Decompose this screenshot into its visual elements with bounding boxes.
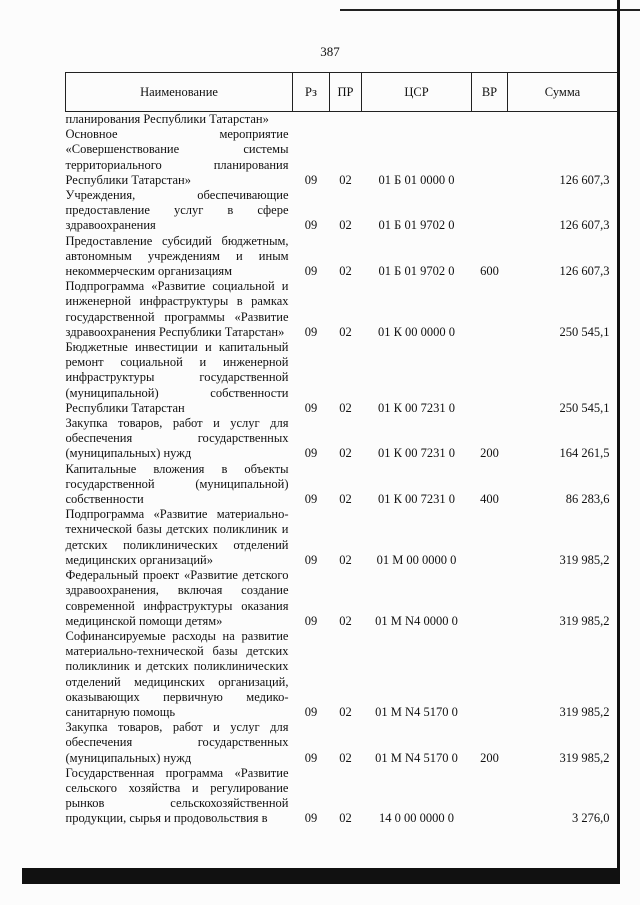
cell-pr: 02 xyxy=(339,750,352,765)
cell-vr: 600 xyxy=(480,264,499,279)
cell-pr: 02 xyxy=(339,264,352,279)
cell-sum: 164 261,5 xyxy=(559,446,610,461)
cell-vr xyxy=(472,629,508,720)
budget-table xyxy=(65,72,618,827)
table-row xyxy=(66,462,618,508)
page-number: 387 xyxy=(320,44,340,59)
cell-pr: 02 xyxy=(339,172,352,187)
cell-name: Подпрограмма «Развитие материально-технической базы детских поликлиник и детских поликлинических отделений медицинских организаций» xyxy=(65,507,289,567)
cell-rz: 09 xyxy=(304,704,318,719)
cell-sum: 319 985,2 xyxy=(559,552,610,567)
cell-csr: 01 К 00 7231 0 xyxy=(377,492,456,507)
cell-name: Государственная программа «Развитие сельского хозяйства и регулирование рынков сельскохозяйственной продукции, сырья и продовольствия в xyxy=(65,765,289,826)
table-row xyxy=(66,279,618,340)
table-row xyxy=(66,340,618,416)
cell-csr: 01 М 00 0000 0 xyxy=(376,552,457,567)
cell-vr: 200 xyxy=(480,750,499,765)
table-row xyxy=(66,127,618,188)
cell-csr: 01 М N4 0000 0 xyxy=(375,613,458,628)
cell-vr xyxy=(472,112,508,128)
cell-name: планирования Республики Татарстан» xyxy=(65,112,269,126)
cell-sum xyxy=(508,112,618,128)
cell-rz xyxy=(293,112,330,128)
column-header-name: Наименование xyxy=(66,73,293,112)
cell-vr xyxy=(472,340,508,416)
table-row xyxy=(66,188,618,234)
cell-vr xyxy=(472,188,508,234)
cell-sum: 126 607,3 xyxy=(559,264,610,279)
cell-rz: 09 xyxy=(304,400,318,415)
cell-rz: 09 xyxy=(304,218,318,233)
cell-sum: 250 545,1 xyxy=(559,400,610,415)
cell-sum: 319 985,2 xyxy=(559,704,610,719)
scan-bottom-edge xyxy=(22,868,620,884)
cell-name: Учреждения, обеспечивающие предоставление услуг в сфере здравоохранения xyxy=(65,188,289,233)
cell-name: Софинансируемые расходы на развитие материально-технической базы детских поликлиник и детских поликлинических отделений медицинских организаций, оказывающих первичную медико-санитарную помощь xyxy=(65,628,289,719)
cell-pr xyxy=(330,112,362,128)
table-row xyxy=(66,568,618,629)
cell-vr xyxy=(472,127,508,188)
table-row xyxy=(66,416,618,462)
cell-name: Капитальные вложения в объекты государственной (муниципальной) собственности xyxy=(65,461,289,507)
cell-sum: 319 985,2 xyxy=(559,613,610,628)
table-row xyxy=(66,720,618,766)
cell-pr: 02 xyxy=(339,552,352,567)
cell-name: Федеральный проект «Развитие детского здравоохранения, включая создание современной инфраструктуры оказания медицинской помощи детям» xyxy=(65,568,289,628)
cell-rz: 09 xyxy=(304,324,318,339)
table-row xyxy=(66,112,618,128)
cell-csr: 01 Б 01 0000 0 xyxy=(378,172,455,187)
table-body xyxy=(66,112,618,827)
cell-rz: 09 xyxy=(304,172,318,187)
table-row xyxy=(66,629,618,720)
cell-pr: 02 xyxy=(339,446,352,461)
table-row xyxy=(66,507,618,568)
cell-vr xyxy=(472,507,508,568)
cell-pr: 02 xyxy=(339,613,352,628)
cell-vr xyxy=(472,568,508,629)
cell-pr: 02 xyxy=(339,704,352,719)
cell-rz: 09 xyxy=(304,446,318,461)
cell-rz: 09 xyxy=(304,613,318,628)
cell-rz: 09 xyxy=(304,264,318,279)
cell-name: Подпрограмма «Развитие социальной и инженерной инфраструктуры в рамках государственной программы «Развитие здравоохранения Республики Татарстан» xyxy=(65,279,289,339)
cell-vr xyxy=(472,279,508,340)
table-row xyxy=(66,234,618,280)
cell-name: Предоставление субсидий бюджетным, автономным учреждениям и иным некоммерческим организациям xyxy=(65,233,289,279)
cell-csr: 14 0 00 0000 0 xyxy=(379,811,454,826)
cell-rz: 09 xyxy=(304,750,318,765)
cell-sum: 3 276,0 xyxy=(572,811,610,826)
scan-right-edge xyxy=(617,0,620,884)
cell-csr xyxy=(362,112,472,128)
column-header-sum: Сумма xyxy=(508,73,618,112)
scan-top-line xyxy=(340,9,640,11)
cell-vr xyxy=(472,766,508,827)
cell-rz: 09 xyxy=(304,552,318,567)
table-header-row xyxy=(66,73,618,112)
column-header-rz: Рз xyxy=(293,73,330,112)
cell-sum: 126 607,3 xyxy=(559,218,610,233)
cell-rz: 09 xyxy=(304,811,318,826)
cell-pr: 02 xyxy=(339,811,352,826)
cell-name: Закупка товаров, работ и услуг для обеспечения государственных (муниципальных) нужд xyxy=(65,720,289,765)
cell-pr: 02 xyxy=(339,492,352,507)
cell-pr: 02 xyxy=(339,218,352,233)
scan-top-edge xyxy=(340,0,640,14)
cell-csr: 01 Б 01 9702 0 xyxy=(378,218,455,233)
cell-vr: 400 xyxy=(480,492,499,507)
cell-rz: 09 xyxy=(304,492,318,507)
cell-csr: 01 М N4 5170 0 xyxy=(375,704,458,719)
cell-pr: 02 xyxy=(339,324,352,339)
cell-name: Бюджетные инвестиции и капитальный ремонт социальной и инженерной инфраструктуры государственной (муниципальной) собственности Республики Татарстан xyxy=(65,340,289,415)
cell-sum: 319 985,2 xyxy=(559,750,610,765)
cell-sum: 250 545,1 xyxy=(559,324,610,339)
cell-csr: 01 К 00 7231 0 xyxy=(377,446,456,461)
cell-csr: 01 К 00 7231 0 xyxy=(377,400,456,415)
cell-vr: 200 xyxy=(480,446,499,461)
cell-sum: 126 607,3 xyxy=(559,172,610,187)
cell-name: Основное мероприятие «Совершенствование системы территориального планирования Республики Татарстан» xyxy=(65,127,289,187)
cell-pr: 02 xyxy=(339,400,352,415)
column-header-csr: ЦСР xyxy=(362,73,472,112)
cell-csr: 01 М N4 5170 0 xyxy=(375,750,458,765)
column-header-pr: ПР xyxy=(330,73,362,112)
cell-csr: 01 К 00 0000 0 xyxy=(377,324,456,339)
cell-sum: 86 283,6 xyxy=(565,492,610,507)
column-header-vr: ВР xyxy=(472,73,508,112)
cell-name: Закупка товаров, работ и услуг для обеспечения государственных (муниципальных) нужд xyxy=(65,416,289,461)
cell-csr: 01 Б 01 9702 0 xyxy=(378,264,455,279)
table-row xyxy=(66,766,618,827)
